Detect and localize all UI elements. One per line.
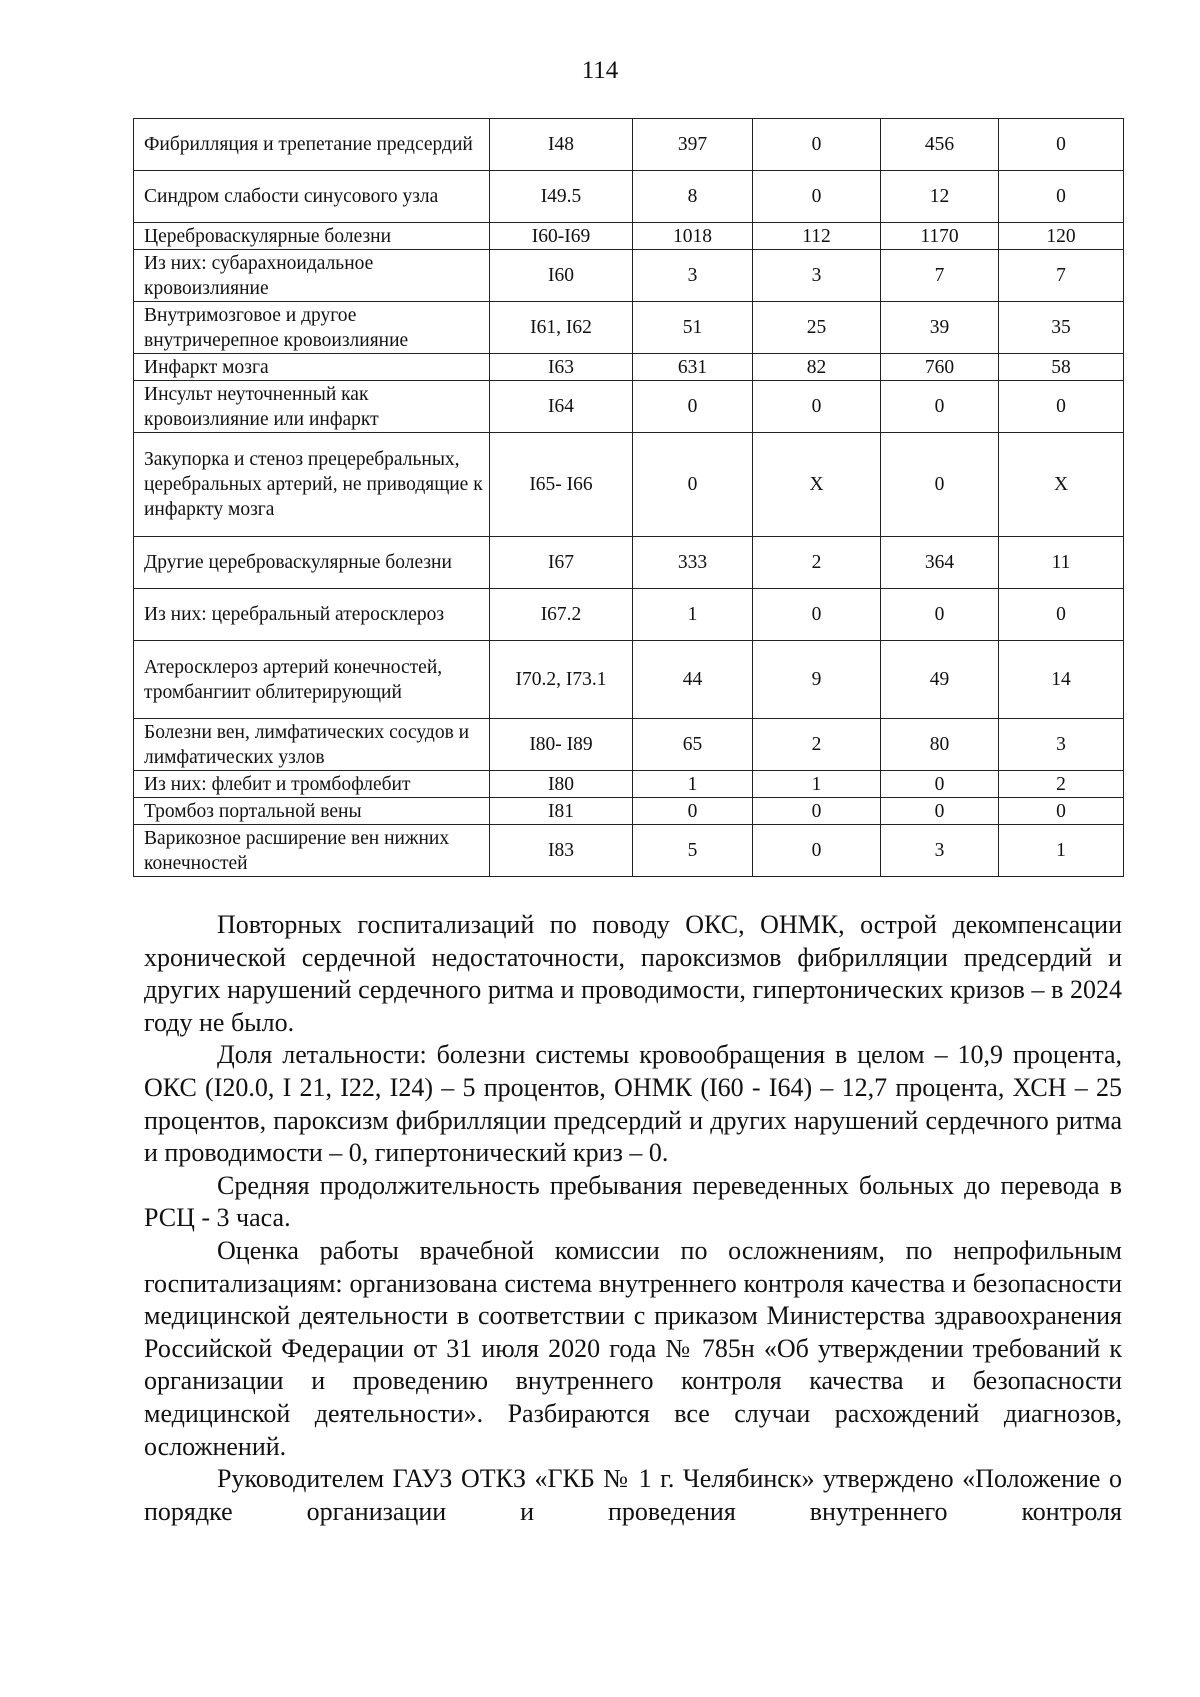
value-cell: 1018 [633, 223, 753, 250]
diagnosis-name: Инсульт неуточненный как кровоизлияние или инфаркт [134, 381, 490, 433]
value-cell: 0 [881, 433, 999, 537]
value-cell: 1170 [881, 223, 999, 250]
icd-code: I48 [490, 119, 633, 171]
value-cell: 0 [633, 433, 753, 537]
value-cell: 1 [999, 825, 1124, 877]
value-cell: 0 [753, 171, 881, 223]
value-cell: 8 [633, 171, 753, 223]
value-cell: 3 [881, 825, 999, 877]
diagnosis-name: Внутримозговое и другое внутричерепное кровоизлияние [134, 302, 490, 354]
diagnosis-name: Другие цереброваскулярные болезни [134, 537, 490, 589]
paragraph: Руководителем ГАУЗ ОТКЗ «ГКБ № 1 г. Челябинск» утверждено «Положение о порядке организации и проведения внутреннего контроля [144, 1464, 1122, 1526]
diagnosis-name: Тромбоз портальной вены [134, 798, 490, 825]
value-cell: 14 [999, 641, 1124, 719]
page-number: 114 [581, 57, 619, 84]
table-row [134, 771, 1124, 798]
value-cell: 0 [999, 381, 1124, 433]
table-row [134, 589, 1124, 641]
value-cell: 120 [999, 223, 1124, 250]
value-cell: 3 [753, 250, 881, 302]
table-row [134, 537, 1124, 589]
value-cell: 0 [999, 119, 1124, 171]
table-row [134, 223, 1124, 250]
value-cell: 333 [633, 537, 753, 589]
table-row [134, 641, 1124, 719]
value-cell: 44 [633, 641, 753, 719]
morbidity-table [133, 118, 1124, 877]
value-cell: Х [753, 433, 881, 537]
table-row [134, 302, 1124, 354]
icd-code: I65- I66 [490, 433, 633, 537]
value-cell: Х [999, 433, 1124, 537]
value-cell: 112 [753, 223, 881, 250]
icd-code: I80 [490, 771, 633, 798]
value-cell: 0 [881, 771, 999, 798]
value-cell: 0 [753, 589, 881, 641]
table-row [134, 119, 1124, 171]
diagnosis-name: Фибрилляция и трепетание предсердий [134, 119, 490, 171]
value-cell: 11 [999, 537, 1124, 589]
value-cell: 1 [633, 589, 753, 641]
value-cell: 760 [881, 354, 999, 381]
value-cell: 0 [881, 798, 999, 825]
paragraph: Повторных госпитализаций по поводу ОКС, ОНМК, острой декомпенсации хронической сердечной недостаточности, пароксизмов фибрилляции предсердий и других нарушений сердечного ритма и проводимости, гипертонических кризов – в 2024 году не было. [144, 910, 1122, 1037]
value-cell: 35 [999, 302, 1124, 354]
value-cell: 9 [753, 641, 881, 719]
value-cell: 631 [633, 354, 753, 381]
value-cell: 3 [633, 250, 753, 302]
value-cell: 0 [753, 119, 881, 171]
value-cell: 0 [999, 171, 1124, 223]
table-row [134, 719, 1124, 771]
diagnosis-name: Из них: флебит и тромбофлебит [134, 771, 490, 798]
icd-code: I81 [490, 798, 633, 825]
diagnosis-name: Из них: церебральный атеросклероз [134, 589, 490, 641]
icd-code: I49.5 [490, 171, 633, 223]
table-row [134, 798, 1124, 825]
value-cell: 2 [753, 719, 881, 771]
value-cell: 39 [881, 302, 999, 354]
value-cell: 456 [881, 119, 999, 171]
table-row [134, 171, 1124, 223]
value-cell: 58 [999, 354, 1124, 381]
diagnosis-name: Цереброваскулярные болезни [134, 223, 490, 250]
value-cell: 82 [753, 354, 881, 381]
table-row [134, 825, 1124, 877]
value-cell: 7 [999, 250, 1124, 302]
value-cell: 0 [753, 825, 881, 877]
value-cell: 0 [881, 589, 999, 641]
diagnosis-name: Варикозное расширение вен нижних конечностей [134, 825, 490, 877]
icd-code: I83 [490, 825, 633, 877]
value-cell: 2 [753, 537, 881, 589]
paragraph: Средняя продолжительность пребывания переведенных больных до перевода в РСЦ - 3 часа. [144, 1170, 1122, 1233]
value-cell: 397 [633, 119, 753, 171]
diagnosis-name: Синдром слабости синусового узла [134, 171, 490, 223]
diagnosis-name: Болезни вен, лимфатических сосудов и лимфатических узлов [134, 719, 490, 771]
table-row [134, 433, 1124, 537]
value-cell: 0 [633, 798, 753, 825]
diagnosis-name: Закупорка и стеноз прецеребральных, церебральных артерий, не приводящие к инфаркту мозга [134, 433, 490, 537]
value-cell: 5 [633, 825, 753, 877]
value-cell: 0 [999, 589, 1124, 641]
value-cell: 12 [881, 171, 999, 223]
value-cell: 1 [633, 771, 753, 798]
value-cell: 49 [881, 641, 999, 719]
value-cell: 0 [753, 798, 881, 825]
table-row [134, 250, 1124, 302]
value-cell: 7 [881, 250, 999, 302]
icd-code: I63 [490, 354, 633, 381]
icd-code: I61, I62 [490, 302, 633, 354]
value-cell: 80 [881, 719, 999, 771]
value-cell: 51 [633, 302, 753, 354]
icd-code: I64 [490, 381, 633, 433]
body-text [144, 909, 1122, 1528]
icd-code: I70.2, I73.1 [490, 641, 633, 719]
icd-code: I80- I89 [490, 719, 633, 771]
icd-code: I60-I69 [490, 223, 633, 250]
value-cell: 0 [999, 798, 1124, 825]
diagnosis-name: Инфаркт мозга [134, 354, 490, 381]
icd-code: I67.2 [490, 589, 633, 641]
value-cell: 25 [753, 302, 881, 354]
table-row [134, 354, 1124, 381]
value-cell: 65 [633, 719, 753, 771]
diagnosis-name: Атеросклероз артерий конечностей, тромбангиит облитерирующий [134, 641, 490, 719]
value-cell: 1 [753, 771, 881, 798]
value-cell: 0 [881, 381, 999, 433]
table-row [134, 381, 1124, 433]
diagnosis-name: Из них: субарахноидальное кровоизлияние [134, 250, 490, 302]
icd-code: I67 [490, 537, 633, 589]
paragraph: Доля летальности: болезни системы кровообращения в целом – 10,9 процента, ОКС (I20.0, I 21, I22, I24) – 5 процентов, ОНМК (I60 - I64) – 12,7 процента, ХСН – 25 процентов, пароксизм фибрилляции предсердий и других нарушений сердечного ритма и проводимости – 0, гипертонический криз – 0. [144, 1040, 1122, 1168]
paragraph: Оценка работы врачебной комиссии по осложнениям, по непрофильным госпитализациям: организована система внутреннего контроля качества и безопасности медицинской деятельности в соответствии с приказом Министерства здравоохранения Российской Федерации от 31 июля 2020 года № 785н «Об утверждении требований к организации и проведению внутреннего контроля качества и безопасности медицинской деятельности». Разбираются все случаи расхождений диагнозов, осложнений. [144, 1235, 1122, 1461]
value-cell: 0 [633, 381, 753, 433]
value-cell: 2 [999, 771, 1124, 798]
value-cell: 364 [881, 537, 999, 589]
value-cell: 3 [999, 719, 1124, 771]
value-cell: 0 [753, 381, 881, 433]
icd-code: I60 [490, 250, 633, 302]
